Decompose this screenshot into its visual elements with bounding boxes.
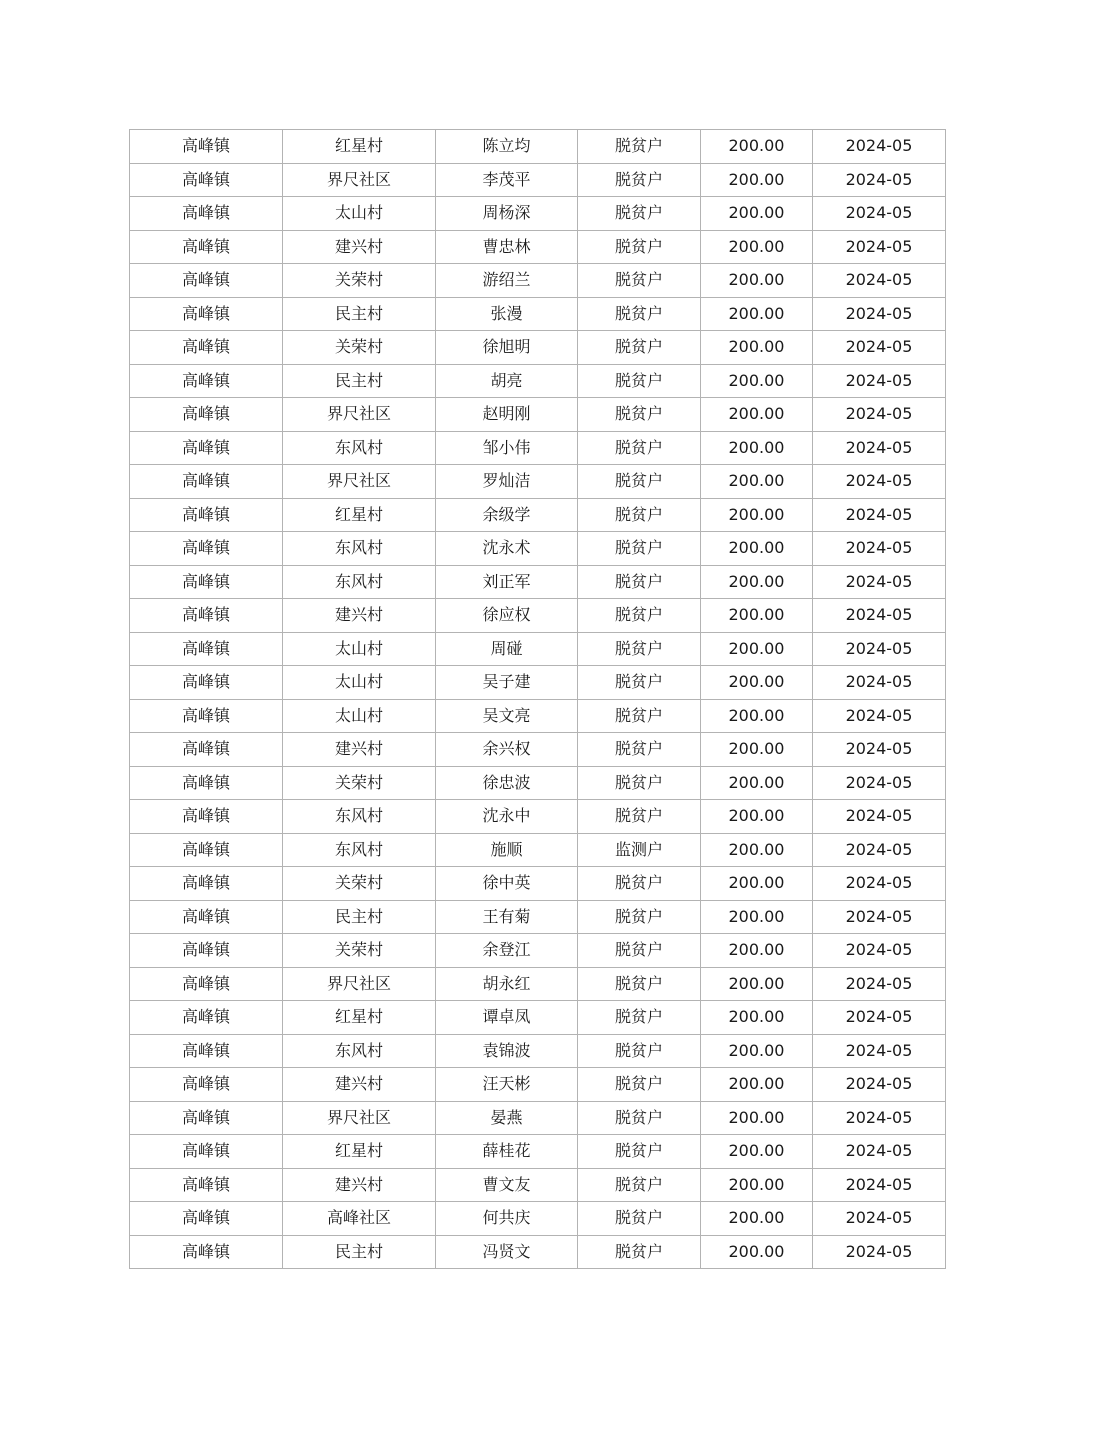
village-cell: 界尺社区 [283, 1101, 436, 1135]
name-cell: 李茂平 [436, 163, 578, 197]
town-cell: 高峰镇 [130, 666, 283, 700]
town-cell: 高峰镇 [130, 431, 283, 465]
amount-cell: 200.00 [701, 1001, 813, 1035]
village-cell: 太山村 [283, 632, 436, 666]
amount-cell: 200.00 [701, 264, 813, 298]
household-type-cell: 脱贫户 [578, 900, 701, 934]
household-type-cell: 脱贫户 [578, 934, 701, 968]
town-cell: 高峰镇 [130, 498, 283, 532]
name-cell: 晏燕 [436, 1101, 578, 1135]
household-type-cell: 脱贫户 [578, 967, 701, 1001]
month-cell: 2024-05 [813, 465, 946, 499]
name-cell: 徐旭明 [436, 331, 578, 365]
month-cell: 2024-05 [813, 1202, 946, 1236]
month-cell: 2024-05 [813, 800, 946, 834]
table-row [130, 197, 946, 231]
month-cell: 2024-05 [813, 331, 946, 365]
village-cell: 东风村 [283, 1034, 436, 1068]
amount-cell: 200.00 [701, 599, 813, 633]
amount-cell: 200.00 [701, 800, 813, 834]
table-row [130, 398, 946, 432]
name-cell: 汪天彬 [436, 1068, 578, 1102]
amount-cell: 200.00 [701, 699, 813, 733]
name-cell: 袁锦波 [436, 1034, 578, 1068]
table-row [130, 867, 946, 901]
town-cell: 高峰镇 [130, 264, 283, 298]
name-cell: 张漫 [436, 297, 578, 331]
month-cell: 2024-05 [813, 1135, 946, 1169]
month-cell: 2024-05 [813, 163, 946, 197]
name-cell: 薛桂花 [436, 1135, 578, 1169]
month-cell: 2024-05 [813, 632, 946, 666]
household-type-cell: 脱贫户 [578, 398, 701, 432]
name-cell: 曹文友 [436, 1168, 578, 1202]
month-cell: 2024-05 [813, 900, 946, 934]
village-cell: 太山村 [283, 699, 436, 733]
table-row [130, 900, 946, 934]
village-cell: 建兴村 [283, 599, 436, 633]
household-type-cell: 监测户 [578, 833, 701, 867]
village-cell: 界尺社区 [283, 398, 436, 432]
town-cell: 高峰镇 [130, 1168, 283, 1202]
name-cell: 沈永中 [436, 800, 578, 834]
village-cell: 东风村 [283, 833, 436, 867]
town-cell: 高峰镇 [130, 967, 283, 1001]
table-row [130, 1168, 946, 1202]
month-cell: 2024-05 [813, 1168, 946, 1202]
village-cell: 建兴村 [283, 1168, 436, 1202]
amount-cell: 200.00 [701, 967, 813, 1001]
town-cell: 高峰镇 [130, 766, 283, 800]
village-cell: 东风村 [283, 565, 436, 599]
name-cell: 余级学 [436, 498, 578, 532]
household-type-cell: 脱贫户 [578, 1168, 701, 1202]
town-cell: 高峰镇 [130, 565, 283, 599]
month-cell: 2024-05 [813, 699, 946, 733]
amount-cell: 200.00 [701, 867, 813, 901]
village-cell: 民主村 [283, 297, 436, 331]
household-type-cell: 脱贫户 [578, 431, 701, 465]
name-cell: 徐应权 [436, 599, 578, 633]
household-type-cell: 脱贫户 [578, 1135, 701, 1169]
amount-cell: 200.00 [701, 163, 813, 197]
month-cell: 2024-05 [813, 1068, 946, 1102]
month-cell: 2024-05 [813, 297, 946, 331]
household-type-cell: 脱贫户 [578, 1068, 701, 1102]
household-type-cell: 脱贫户 [578, 465, 701, 499]
town-cell: 高峰镇 [130, 800, 283, 834]
village-cell: 东风村 [283, 431, 436, 465]
household-type-cell: 脱贫户 [578, 197, 701, 231]
table-row [130, 1001, 946, 1035]
table-row [130, 733, 946, 767]
town-cell: 高峰镇 [130, 163, 283, 197]
table-row [130, 163, 946, 197]
month-cell: 2024-05 [813, 230, 946, 264]
village-cell: 民主村 [283, 364, 436, 398]
name-cell: 施顺 [436, 833, 578, 867]
town-cell: 高峰镇 [130, 230, 283, 264]
household-type-cell: 脱贫户 [578, 331, 701, 365]
household-type-cell: 脱贫户 [578, 163, 701, 197]
name-cell: 徐忠波 [436, 766, 578, 800]
name-cell: 王有菊 [436, 900, 578, 934]
town-cell: 高峰镇 [130, 331, 283, 365]
town-cell: 高峰镇 [130, 297, 283, 331]
amount-cell: 200.00 [701, 1202, 813, 1236]
village-cell: 关荣村 [283, 934, 436, 968]
town-cell: 高峰镇 [130, 1235, 283, 1269]
village-cell: 界尺社区 [283, 465, 436, 499]
month-cell: 2024-05 [813, 532, 946, 566]
name-cell: 何共庆 [436, 1202, 578, 1236]
amount-cell: 200.00 [701, 297, 813, 331]
village-cell: 民主村 [283, 1235, 436, 1269]
town-cell: 高峰镇 [130, 599, 283, 633]
town-cell: 高峰镇 [130, 900, 283, 934]
table-body [130, 130, 946, 1269]
month-cell: 2024-05 [813, 1034, 946, 1068]
town-cell: 高峰镇 [130, 1101, 283, 1135]
table-row [130, 1101, 946, 1135]
village-cell: 红星村 [283, 498, 436, 532]
village-cell: 关荣村 [283, 264, 436, 298]
month-cell: 2024-05 [813, 733, 946, 767]
town-cell: 高峰镇 [130, 398, 283, 432]
amount-cell: 200.00 [701, 465, 813, 499]
table-row [130, 230, 946, 264]
table-row [130, 331, 946, 365]
table-row [130, 465, 946, 499]
village-cell: 界尺社区 [283, 967, 436, 1001]
amount-cell: 200.00 [701, 1235, 813, 1269]
household-type-cell: 脱贫户 [578, 800, 701, 834]
name-cell: 余兴权 [436, 733, 578, 767]
household-type-cell: 脱贫户 [578, 733, 701, 767]
name-cell: 冯贤文 [436, 1235, 578, 1269]
amount-cell: 200.00 [701, 130, 813, 164]
name-cell: 邹小伟 [436, 431, 578, 465]
village-cell: 红星村 [283, 1001, 436, 1035]
month-cell: 2024-05 [813, 498, 946, 532]
town-cell: 高峰镇 [130, 465, 283, 499]
household-type-cell: 脱贫户 [578, 1001, 701, 1035]
month-cell: 2024-05 [813, 197, 946, 231]
town-cell: 高峰镇 [130, 532, 283, 566]
household-type-cell: 脱贫户 [578, 599, 701, 633]
amount-cell: 200.00 [701, 1068, 813, 1102]
amount-cell: 200.00 [701, 1101, 813, 1135]
table-row [130, 666, 946, 700]
amount-cell: 200.00 [701, 766, 813, 800]
name-cell: 胡亮 [436, 364, 578, 398]
month-cell: 2024-05 [813, 867, 946, 901]
amount-cell: 200.00 [701, 565, 813, 599]
subsidy-table [129, 129, 946, 1269]
month-cell: 2024-05 [813, 130, 946, 164]
amount-cell: 200.00 [701, 1135, 813, 1169]
village-cell: 关荣村 [283, 766, 436, 800]
table-row [130, 833, 946, 867]
amount-cell: 200.00 [701, 532, 813, 566]
town-cell: 高峰镇 [130, 699, 283, 733]
household-type-cell: 脱贫户 [578, 1235, 701, 1269]
household-type-cell: 脱贫户 [578, 130, 701, 164]
name-cell: 谭卓凤 [436, 1001, 578, 1035]
town-cell: 高峰镇 [130, 197, 283, 231]
table-row [130, 1235, 946, 1269]
table-row [130, 1135, 946, 1169]
table-row [130, 431, 946, 465]
month-cell: 2024-05 [813, 565, 946, 599]
amount-cell: 200.00 [701, 900, 813, 934]
table-row [130, 800, 946, 834]
household-type-cell: 脱贫户 [578, 1202, 701, 1236]
town-cell: 高峰镇 [130, 1068, 283, 1102]
month-cell: 2024-05 [813, 431, 946, 465]
table-row [130, 297, 946, 331]
amount-cell: 200.00 [701, 733, 813, 767]
name-cell: 周杨深 [436, 197, 578, 231]
household-type-cell: 脱贫户 [578, 230, 701, 264]
table-row [130, 565, 946, 599]
table-row [130, 699, 946, 733]
name-cell: 沈永术 [436, 532, 578, 566]
household-type-cell: 脱贫户 [578, 364, 701, 398]
household-type-cell: 脱贫户 [578, 565, 701, 599]
month-cell: 2024-05 [813, 364, 946, 398]
town-cell: 高峰镇 [130, 1135, 283, 1169]
household-type-cell: 脱贫户 [578, 1101, 701, 1135]
village-cell: 建兴村 [283, 733, 436, 767]
village-cell: 关荣村 [283, 867, 436, 901]
table-row [130, 364, 946, 398]
amount-cell: 200.00 [701, 498, 813, 532]
village-cell: 关荣村 [283, 331, 436, 365]
table-row [130, 967, 946, 1001]
table-row [130, 498, 946, 532]
amount-cell: 200.00 [701, 398, 813, 432]
household-type-cell: 脱贫户 [578, 666, 701, 700]
town-cell: 高峰镇 [130, 364, 283, 398]
name-cell: 胡永红 [436, 967, 578, 1001]
village-cell: 建兴村 [283, 1068, 436, 1102]
village-cell: 东风村 [283, 800, 436, 834]
month-cell: 2024-05 [813, 934, 946, 968]
name-cell: 周碰 [436, 632, 578, 666]
table-row [130, 934, 946, 968]
name-cell: 徐中英 [436, 867, 578, 901]
month-cell: 2024-05 [813, 833, 946, 867]
table-row [130, 1034, 946, 1068]
amount-cell: 200.00 [701, 197, 813, 231]
name-cell: 吴文亮 [436, 699, 578, 733]
table-row [130, 264, 946, 298]
month-cell: 2024-05 [813, 766, 946, 800]
name-cell: 陈立均 [436, 130, 578, 164]
town-cell: 高峰镇 [130, 833, 283, 867]
household-type-cell: 脱贫户 [578, 632, 701, 666]
month-cell: 2024-05 [813, 967, 946, 1001]
name-cell: 曹忠林 [436, 230, 578, 264]
household-type-cell: 脱贫户 [578, 699, 701, 733]
month-cell: 2024-05 [813, 666, 946, 700]
village-cell: 建兴村 [283, 230, 436, 264]
table-row [130, 1202, 946, 1236]
town-cell: 高峰镇 [130, 733, 283, 767]
name-cell: 赵明刚 [436, 398, 578, 432]
town-cell: 高峰镇 [130, 867, 283, 901]
town-cell: 高峰镇 [130, 1001, 283, 1035]
table-row [130, 632, 946, 666]
household-type-cell: 脱贫户 [578, 264, 701, 298]
amount-cell: 200.00 [701, 934, 813, 968]
amount-cell: 200.00 [701, 632, 813, 666]
village-cell: 界尺社区 [283, 163, 436, 197]
amount-cell: 200.00 [701, 666, 813, 700]
household-type-cell: 脱贫户 [578, 766, 701, 800]
household-type-cell: 脱贫户 [578, 532, 701, 566]
amount-cell: 200.00 [701, 1034, 813, 1068]
amount-cell: 200.00 [701, 833, 813, 867]
household-type-cell: 脱贫户 [578, 1034, 701, 1068]
month-cell: 2024-05 [813, 599, 946, 633]
name-cell: 刘正军 [436, 565, 578, 599]
village-cell: 红星村 [283, 130, 436, 164]
household-type-cell: 脱贫户 [578, 297, 701, 331]
month-cell: 2024-05 [813, 264, 946, 298]
household-type-cell: 脱贫户 [578, 867, 701, 901]
town-cell: 高峰镇 [130, 1202, 283, 1236]
amount-cell: 200.00 [701, 431, 813, 465]
table-row [130, 130, 946, 164]
amount-cell: 200.00 [701, 364, 813, 398]
amount-cell: 200.00 [701, 230, 813, 264]
village-cell: 东风村 [283, 532, 436, 566]
month-cell: 2024-05 [813, 398, 946, 432]
name-cell: 游绍兰 [436, 264, 578, 298]
table-row [130, 532, 946, 566]
amount-cell: 200.00 [701, 1168, 813, 1202]
town-cell: 高峰镇 [130, 130, 283, 164]
table-row [130, 599, 946, 633]
village-cell: 红星村 [283, 1135, 436, 1169]
town-cell: 高峰镇 [130, 1034, 283, 1068]
name-cell: 罗灿洁 [436, 465, 578, 499]
village-cell: 民主村 [283, 900, 436, 934]
month-cell: 2024-05 [813, 1001, 946, 1035]
village-cell: 高峰社区 [283, 1202, 436, 1236]
month-cell: 2024-05 [813, 1101, 946, 1135]
town-cell: 高峰镇 [130, 934, 283, 968]
village-cell: 太山村 [283, 197, 436, 231]
table-row [130, 766, 946, 800]
village-cell: 太山村 [283, 666, 436, 700]
table-row [130, 1068, 946, 1102]
month-cell: 2024-05 [813, 1235, 946, 1269]
name-cell: 吴子建 [436, 666, 578, 700]
household-type-cell: 脱贫户 [578, 498, 701, 532]
name-cell: 余登江 [436, 934, 578, 968]
amount-cell: 200.00 [701, 331, 813, 365]
town-cell: 高峰镇 [130, 632, 283, 666]
